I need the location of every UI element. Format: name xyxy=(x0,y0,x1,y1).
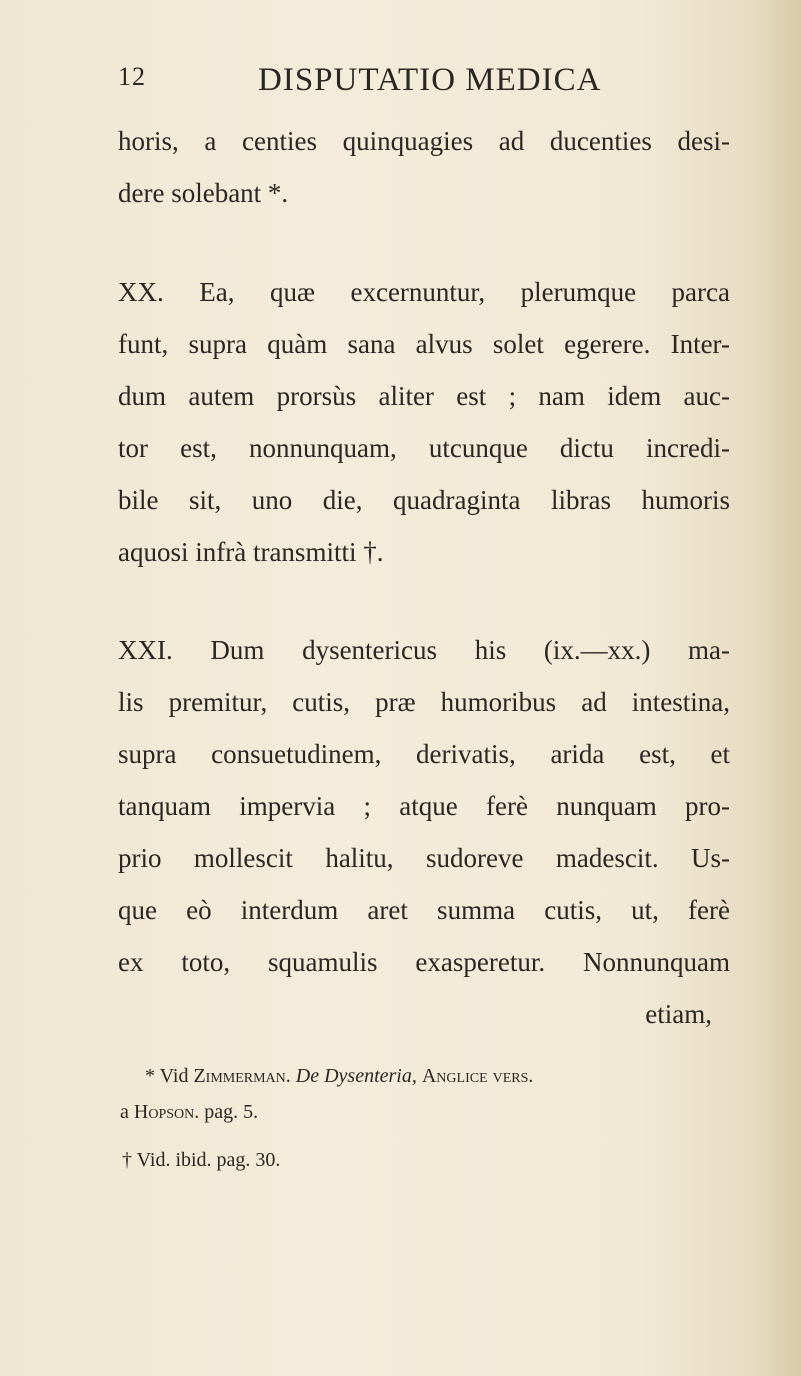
footnote-1-line2-pre: a xyxy=(120,1101,129,1123)
body-line: prio mollescit halitu, sudoreve madescit. Us- xyxy=(118,843,730,873)
body-line: horis, a centies quinquagies ad ducenties desi- xyxy=(118,126,730,156)
footnote-1-continued xyxy=(120,1102,258,1122)
body-line: dum autem prorsùs aliter est ; nam idem auc- xyxy=(118,381,730,411)
body-line: lis premitur, cutis, præ humoribus ad intestina, xyxy=(118,687,730,717)
body-line: bile sit, uno die, quadraginta libras humoris xyxy=(118,485,730,515)
running-head xyxy=(118,62,608,102)
footnote-1-translator: Hopson. xyxy=(133,1101,200,1123)
page-number: 12 xyxy=(118,62,146,91)
body-line: funt, supra quàm sana alvus solet egerere. Inter- xyxy=(118,329,730,359)
body-line: dere solebant *. xyxy=(118,178,289,208)
body-line: que eò interdum aret summa cutis, ut, ferè xyxy=(118,895,730,925)
body-line: ex toto, squamulis exasperetur. Nonnunquam xyxy=(118,947,730,977)
body-line: tanquam impervia ; atque ferè nunquam pro- xyxy=(118,791,730,821)
footnote-1-title: De Dysenteria, xyxy=(295,1065,417,1087)
running-title: DISPUTATIO MEDICA xyxy=(258,62,602,98)
footnote-1 xyxy=(145,1066,533,1086)
footnote-1-tail: Anglice vers. xyxy=(421,1065,534,1087)
footnote-1-author: Zimmerman. xyxy=(193,1065,291,1087)
catchword: etiam, xyxy=(645,999,712,1029)
footnote-1-mark: * Vid xyxy=(145,1065,189,1087)
footnote-1-page: pag. 5. xyxy=(204,1101,259,1123)
body-line: aquosi infrà transmitti †. xyxy=(118,537,384,567)
body-line: tor est, nonnunquam, utcunque dictu incredi- xyxy=(118,433,730,463)
body-line: supra consuetudinem, derivatis, arida est, et xyxy=(118,739,730,769)
paragraph-xxi-line: XXI. Dum dysentericus his (ix.—xx.) ma- xyxy=(118,635,730,665)
paragraph-xx-line: XX. Ea, quæ excernuntur, plerumque parca xyxy=(118,277,730,307)
footnote-2: † Vid. ibid. pag. 30. xyxy=(122,1149,281,1171)
